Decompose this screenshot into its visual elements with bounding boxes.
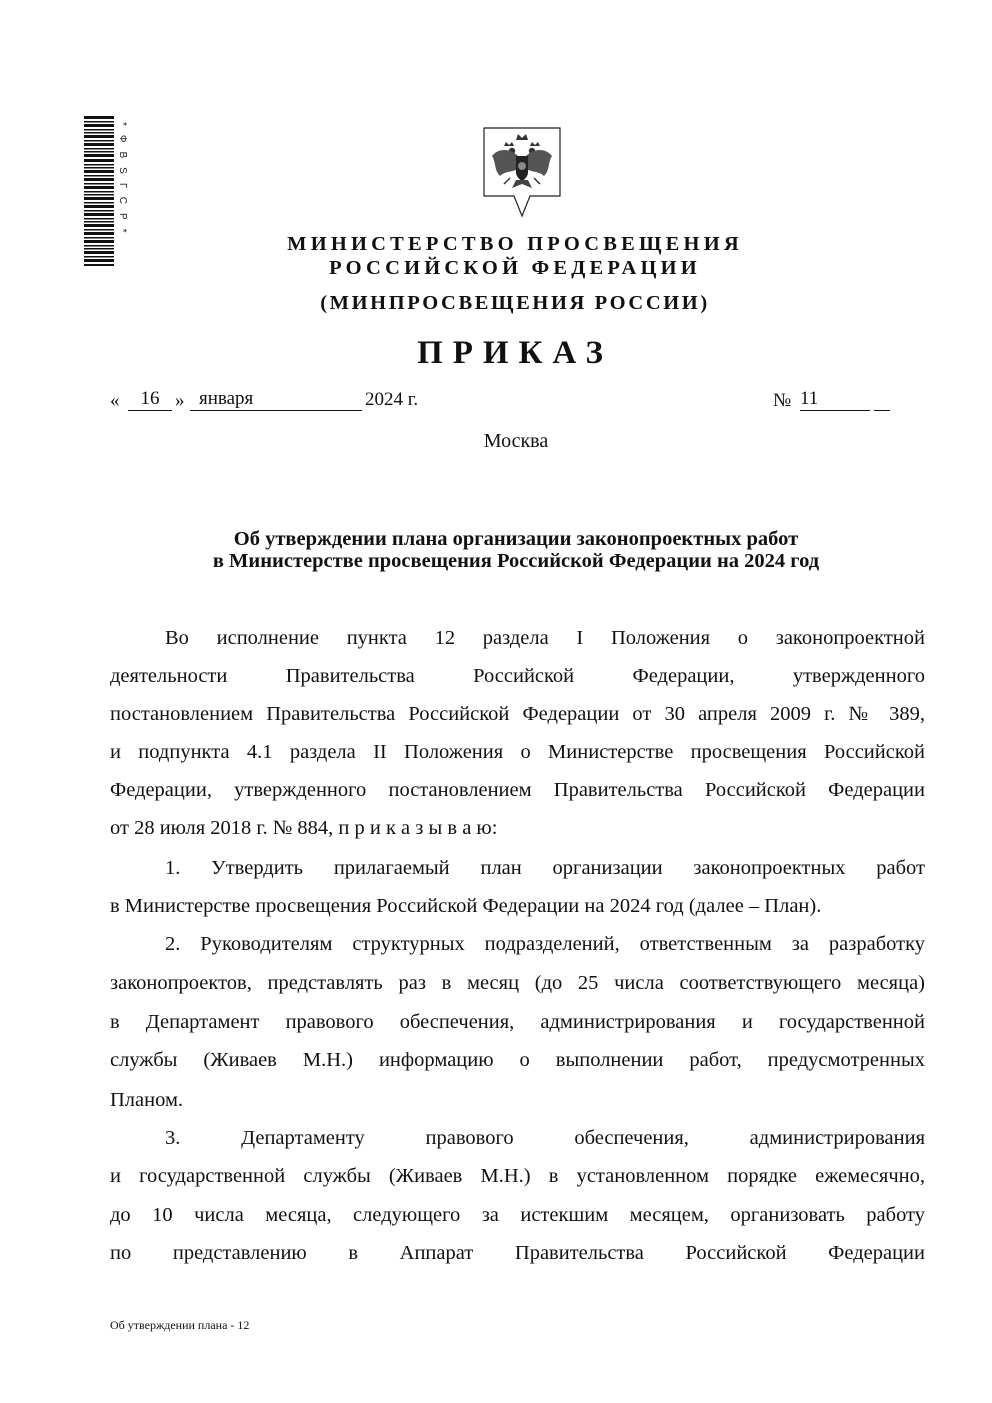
order-number: 11 (800, 388, 870, 411)
order-month: января (190, 388, 362, 411)
ministry-name-line1: МИНИСТЕРСТВО ПРОСВЕЩЕНИЯ (287, 233, 743, 255)
order-title: ПРИКАЗ (417, 335, 613, 371)
body-line: 3. Департаменту правового обеспечения, администрирования (165, 1127, 925, 1149)
body-line: 2. Руководителям структурных подразделений, ответственным за разработку (165, 933, 925, 955)
ministry-short-name: (МИНПРОСВЕЩЕНИЯ РОССИИ) (320, 292, 710, 314)
number-sign: № (773, 390, 792, 411)
ministry-name-line2: РОССИЙСКОЙ ФЕДЕРАЦИИ (329, 257, 701, 279)
body-line: и государственной службы (Живаев М.Н.) в установленном порядке ежемесячно, (110, 1165, 925, 1187)
coat-of-arms-emblem (482, 126, 562, 218)
document-title-line2: в Министерстве просвещения Российской Федерации на 2024 год (212, 550, 820, 572)
body-line: Планом. (110, 1089, 184, 1111)
number-underline-tail (874, 410, 890, 411)
footer-document-code: Об утверждении плана - 12 (110, 1318, 250, 1332)
date-quote-close: » (175, 390, 185, 411)
body-line: Федерации, утвержденного постановлением Правительства Российской Федерации (110, 779, 925, 801)
barcode-text: *ФВЅГСР* (117, 122, 128, 242)
body-line: в Департамент правового обеспечения, администрирования и государственной (110, 1011, 925, 1033)
body-line: законопроектов, представлять раз в месяц (до 25 числа соответствующего месяца) (110, 972, 925, 994)
body-line: в Министерстве просвещения Российской Федерации на 2024 год (далее – План). (110, 895, 822, 917)
body-line: службы (Живаев М.Н.) информацию о выполнении работ, предусмотренных (110, 1049, 925, 1071)
order-day: 16 (128, 388, 172, 411)
body-line: постановлением Правительства Российской Федерации от 30 апреля 2009 г. № 389, (110, 703, 925, 725)
document-title-line1: Об утверждении плана организации законопроектных работ (233, 528, 799, 550)
body-line: Во исполнение пункта 12 раздела I Положения о законопроектной (165, 627, 925, 649)
body-line: 1. Утвердить прилагаемый план организации законопроектных работ (165, 857, 925, 879)
body-line: от 28 июля 2018 г. № 884, п р и к а з ы в а ю: (110, 817, 498, 839)
date-quote-open: « (110, 390, 120, 411)
city: Москва (483, 430, 549, 452)
order-year: 2024 г. (365, 389, 419, 410)
body-line: до 10 числа месяца, следующего за истекшим месяцем, организовать работу (110, 1204, 925, 1226)
body-line: деятельности Правительства Российской Федерации, утвержденного (110, 665, 925, 687)
body-line: по представлению в Аппарат Правительства Российской Федерации (110, 1242, 925, 1264)
body-line: и подпункта 4.1 раздела II Положения о Министерстве просвещения Российской (110, 741, 925, 763)
